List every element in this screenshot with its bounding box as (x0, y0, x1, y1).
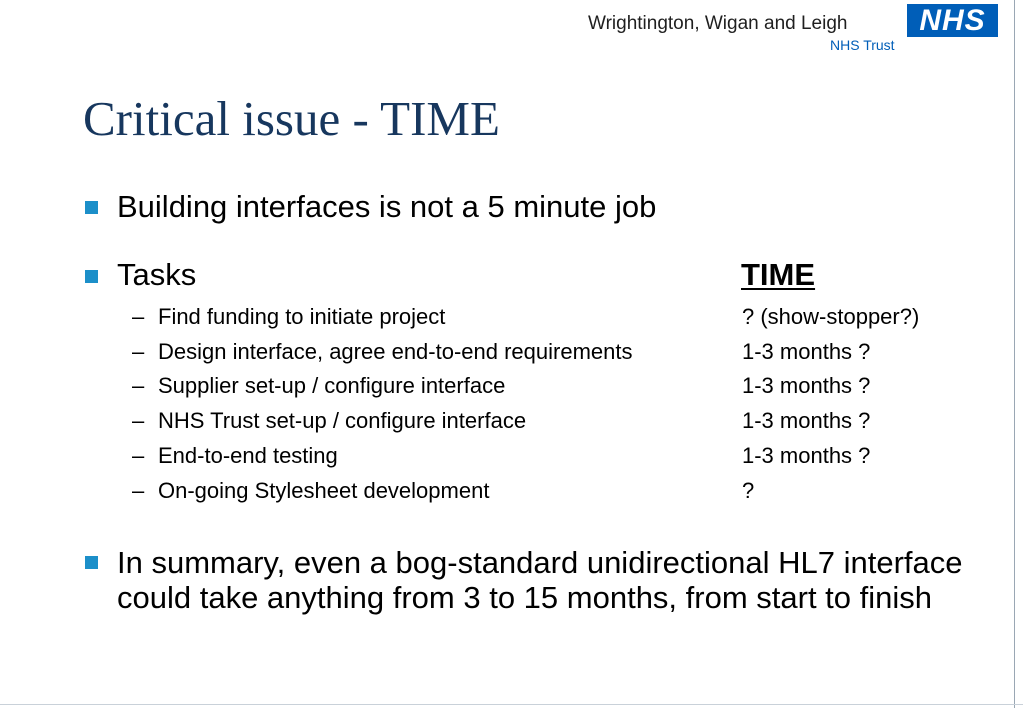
right-border-line (1014, 0, 1015, 708)
task-label: End-to-end testing (158, 443, 338, 468)
task-label: Design interface, agree end-to-end requirements (158, 339, 633, 364)
task-time: 1-3 months ? (742, 443, 871, 468)
task-label: On-going Stylesheet development (158, 478, 490, 503)
organisation-subtitle: NHS Trust (830, 37, 895, 53)
task-time: ? (742, 478, 755, 503)
dash-icon: – (132, 408, 145, 433)
bullet-square-icon (85, 270, 98, 283)
task-label: NHS Trust set-up / configure interface (158, 408, 527, 433)
slide-title: Critical issue - TIME (83, 91, 500, 146)
task-item (132, 408, 526, 434)
task-item (132, 443, 338, 469)
task-time: ? (show-stopper?) (742, 304, 920, 329)
bullet-building-interfaces: Building interfaces is not a 5 minute job (117, 189, 657, 224)
bullet-square-icon (85, 201, 98, 214)
organisation-name: Wrightington, Wigan and Leigh (588, 13, 848, 34)
dash-icon: – (132, 443, 145, 468)
task-time: 1-3 months ? (742, 373, 871, 398)
bullet-summary-line2: could take anything from 3 to 15 months, from start to finish (117, 580, 933, 615)
task-item (132, 339, 633, 365)
task-item (132, 478, 489, 504)
dash-icon: – (132, 339, 145, 364)
dash-icon: – (132, 478, 145, 503)
nhs-logo: NHS (907, 4, 998, 37)
task-label: Supplier set-up / configure interface (158, 373, 506, 398)
bullet-summary-line1: In summary, even a bog-standard unidirectional HL7 interface (117, 545, 963, 580)
task-time: 1-3 months ? (742, 339, 871, 364)
task-item (132, 373, 505, 399)
bullet-square-icon (85, 556, 98, 569)
task-label: Find funding to initiate project (158, 304, 446, 329)
task-item (132, 304, 445, 330)
dash-icon: – (132, 373, 145, 398)
time-column-header: TIME (741, 257, 816, 292)
task-time: 1-3 months ? (742, 408, 871, 433)
bottom-border-line (0, 704, 1023, 705)
dash-icon: – (132, 304, 145, 329)
bullet-tasks: Tasks (117, 257, 197, 292)
